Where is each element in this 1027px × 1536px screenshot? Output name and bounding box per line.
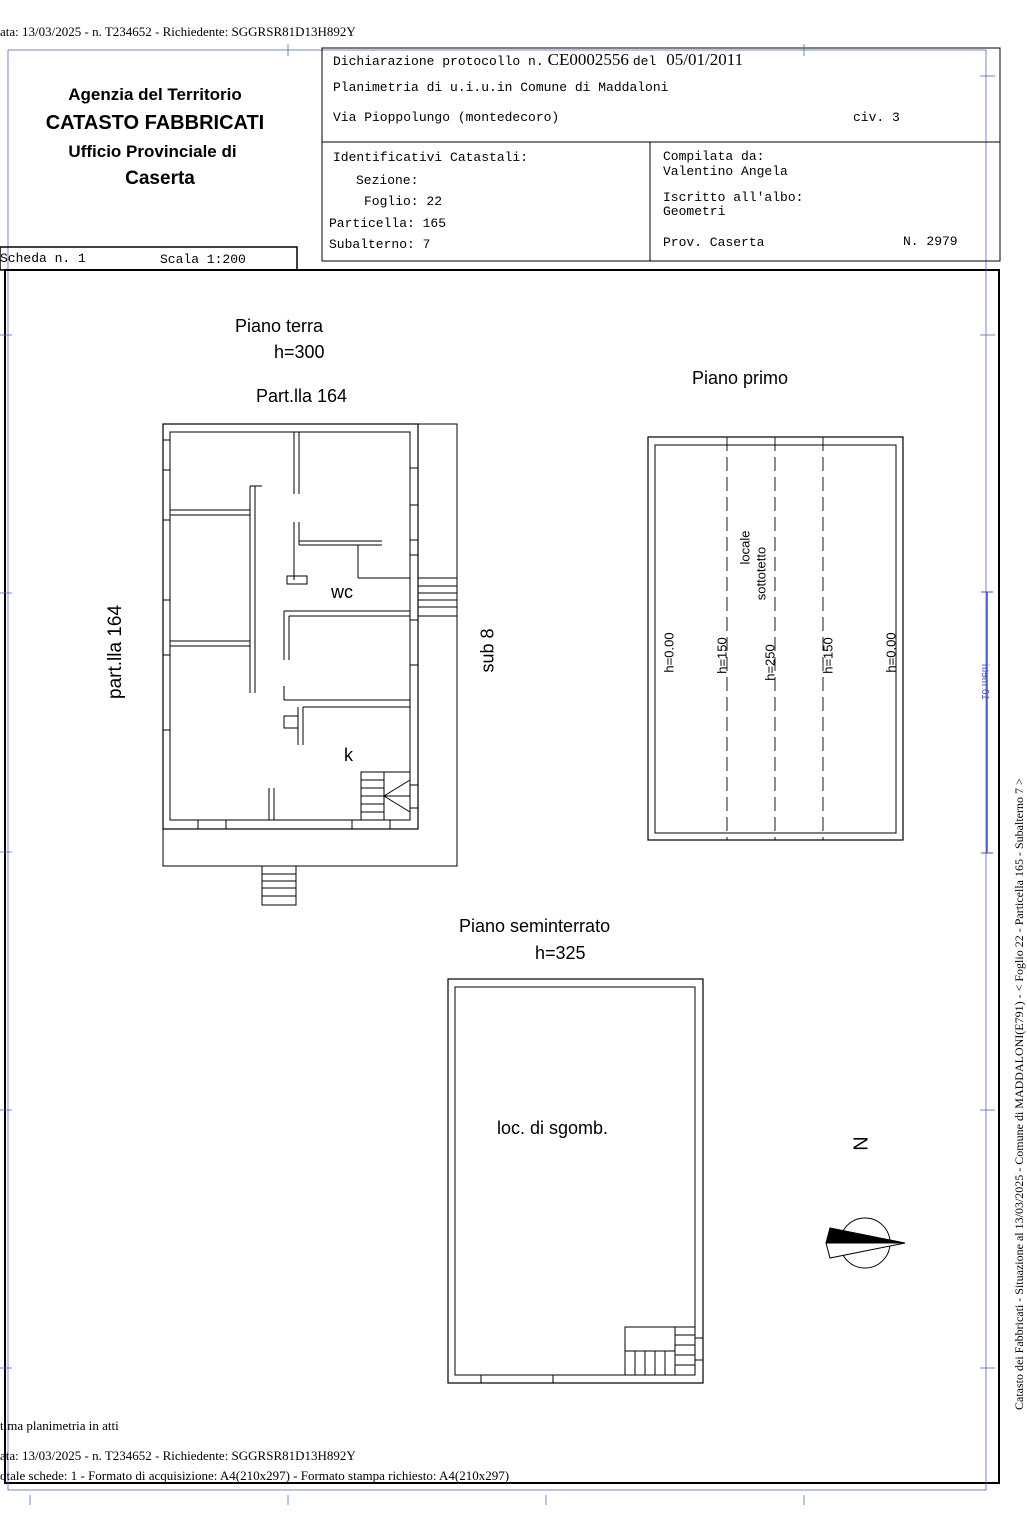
catasto-title: CATASTO FABBRICATI	[45, 112, 265, 134]
particella-field: Particella: 165	[329, 216, 447, 231]
height-label-1: h=0.00	[661, 632, 677, 673]
declaration-prefix: Dichiarazione protocollo n.	[333, 54, 544, 69]
declaration-line	[333, 50, 743, 70]
piano-primo-title: Piano primo	[692, 368, 789, 388]
declaration-number: CE0002556	[547, 50, 629, 69]
scale-label: Scala 1:200	[160, 252, 246, 267]
height-label-3: h=250	[762, 644, 778, 681]
civic-number: civ. 3	[853, 110, 900, 125]
sub-8-label: sub 8	[477, 628, 498, 673]
declaration-del: del	[632, 54, 657, 69]
scale-bar-label: 10 metri	[979, 663, 990, 700]
header-request-line: ata: 13/03/2025 - n. T234652 - Richiedente: SGGRSR81D13H892Y	[0, 24, 356, 39]
piano-terra-title: Piano terra	[235, 316, 324, 336]
declaration-date: 05/01/2011	[666, 50, 744, 69]
address-line: Via Pioppolungo (montedecoro)	[333, 110, 560, 125]
wc-label: wc	[331, 582, 353, 602]
compilata-label: Compilata da:	[663, 149, 765, 164]
identifiers-title: Identificativi Catastali:	[333, 150, 529, 165]
part-164-top: Part.lla 164	[256, 386, 348, 406]
kitchen-label: k	[344, 745, 353, 765]
last-plan-note: tima planimetria in atti	[0, 1418, 119, 1433]
agency-name: Agenzia del Territorio	[68, 85, 242, 104]
height-label-2: h=150	[714, 637, 730, 674]
planimetria-line: Planimetria di u.i.u.in Comune di Maddaloni	[333, 80, 669, 95]
footer-request-line: ata: 13/03/2025 - n. T234652 - Richiedente: SGGRSR81D13H892Y	[0, 1448, 356, 1463]
office-city: Caserta	[125, 168, 195, 189]
north-icon: N	[850, 1136, 873, 1151]
albo-value: Geometri	[663, 204, 726, 219]
part-164-left: part.lla 164	[105, 604, 126, 699]
compiler-name: Valentino Angela	[663, 164, 788, 179]
office-label: Ufficio Provinciale di	[68, 142, 237, 161]
sottotetto-label: sottotetto	[753, 546, 769, 601]
footer-format-line: otale schede: 1 - Formato di acquisizione: A4(210x297) - Formato stampa richiesto: A4(210x297)	[0, 1468, 510, 1483]
albo-label: Iscritto all'albo:	[663, 190, 804, 205]
piano-seminterrato-title: Piano seminterrato	[459, 916, 611, 936]
scheda-number: Scheda n. 1	[0, 251, 86, 266]
subalterno-field: Subalterno: 7	[329, 237, 431, 252]
registration-number: N. 2979	[903, 234, 958, 249]
foglio-field: Foglio: 22	[364, 194, 443, 209]
locale-label: locale	[737, 530, 753, 565]
province-field: Prov. Caserta	[663, 235, 765, 250]
height-label-5: h=0.00	[883, 632, 899, 673]
cadastral-status-vertical: Catasto dei Fabbricati - Situazione al 13/03/2025 - Comune di MADDALONI(E791) - < Foglio 22 - Particella 165 - Subalterno 7 >	[1012, 778, 1026, 1410]
piano-terra-height: h=300	[274, 342, 325, 362]
height-label-4: h=150	[820, 637, 836, 674]
piano-seminterrato-height: h=325	[535, 943, 586, 963]
sgombero-label: loc. di sgomb.	[497, 1118, 609, 1138]
sezione-field: Sezione:	[356, 173, 419, 188]
